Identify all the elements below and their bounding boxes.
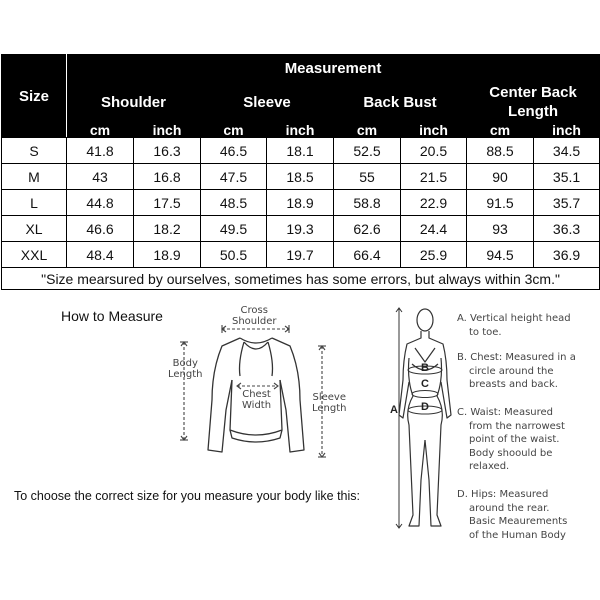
value-cell: 91.5 [467,190,534,216]
value-cell: 93 [467,216,534,242]
body-length-text-2: Length [168,369,203,380]
note-line: from the narrowest [469,420,565,432]
value-cell: 19.7 [267,242,334,268]
unit-header: inch [267,123,334,138]
body-length-label [168,358,203,380]
note-line: D. Hips: Measured [457,489,549,500]
size-cell: XXL [2,242,67,268]
size-header: Size [2,55,67,138]
note-chest [457,351,576,392]
value-cell: 62.6 [334,216,401,242]
table-row [2,190,600,216]
size-note: "Size mearsured by ourselves, sometimes has some errors, but always within 3cm." [2,268,600,290]
note-line: of the Human Body [469,529,566,541]
size-cell: XL [2,216,67,242]
value-cell: 43 [67,164,134,190]
value-cell: 44.8 [67,190,134,216]
figure-letter-c: C [421,378,429,390]
chest-width-text-2: Width [242,400,272,411]
value-cell: 58.8 [334,190,401,216]
value-cell: 46.5 [201,138,267,164]
back-bust-header: Back Bust [334,82,467,123]
note-line: B. Chest: Measured in a [457,352,576,363]
note-line: relaxed. [469,461,510,473]
unit-header: inch [401,123,467,138]
chest-width-label [242,389,271,411]
cross-shoulder-label [232,305,277,327]
value-cell: 18.9 [134,242,201,268]
unit-header: cm [201,123,267,138]
size-cell: L [2,190,67,216]
sleeve-length-text-1: Sleeve [312,392,346,403]
note-line: to toe. [469,326,502,338]
value-cell: 25.9 [401,242,467,268]
value-cell: 48.4 [67,242,134,268]
note-line: around the rear. [469,502,550,514]
cross-shoulder-text-1: Cross [240,305,268,316]
table-row [2,216,600,242]
value-cell: 18.9 [267,190,334,216]
note-line: circle around the [469,365,554,377]
value-cell: 34.5 [534,138,600,164]
value-cell: 94.5 [467,242,534,268]
body-length-text-1: Body [172,358,198,369]
figure-letter-b: B [421,362,429,374]
value-cell: 47.5 [201,164,267,190]
value-cell: 21.5 [401,164,467,190]
unit-header: inch [534,123,600,138]
chest-width-text-1: Chest [242,389,271,400]
note-line: A. Vertical height head [457,313,571,324]
value-cell: 48.5 [201,190,267,216]
shoulder-header: Shoulder [67,82,201,123]
unit-header: cm [334,123,401,138]
value-cell: 90 [467,164,534,190]
value-cell: 50.5 [201,242,267,268]
value-cell: 35.7 [534,190,600,216]
table-row [2,242,600,268]
value-cell: 46.6 [67,216,134,242]
size-chart-table [1,54,600,290]
note-hips [457,488,567,542]
value-cell: 18.5 [267,164,334,190]
sleeve-header: Sleeve [201,82,334,123]
value-cell: 20.5 [401,138,467,164]
value-cell: 49.5 [201,216,267,242]
figure-letter-d: D [421,401,429,413]
value-cell: 36.3 [534,216,600,242]
value-cell: 18.2 [134,216,201,242]
value-cell: 52.5 [334,138,401,164]
size-cell: S [2,138,67,164]
note-line: C. Waist: Measured [457,407,554,418]
value-cell: 88.5 [467,138,534,164]
note-line: breasts and back. [469,379,558,391]
sleeve-length-label [312,392,347,414]
value-cell: 17.5 [134,190,201,216]
value-cell: 24.4 [401,216,467,242]
note-line: Basic Meaurements [469,516,568,528]
center-back-length-header: Center Back Length [467,82,600,123]
value-cell: 16.8 [134,164,201,190]
value-cell: 18.1 [267,138,334,164]
value-cell: 19.3 [267,216,334,242]
how-to-measure-title: How to Measure [61,308,163,324]
value-cell: 55 [334,164,401,190]
table-row [2,164,600,190]
note-height [457,312,571,339]
size-cell: M [2,164,67,190]
value-cell: 66.4 [334,242,401,268]
value-cell: 35.1 [534,164,600,190]
figure-letter-a: A [390,404,398,416]
value-cell: 41.8 [67,138,134,164]
cross-shoulder-text-2: Shoulder [232,316,277,327]
unit-header: cm [67,123,134,138]
note-line: point of the waist. [469,434,560,446]
note-waist [457,406,565,474]
measurement-header: Measurement [67,55,600,82]
unit-header: inch [134,123,201,138]
value-cell: 36.9 [534,242,600,268]
table-row [2,138,600,164]
value-cell: 22.9 [401,190,467,216]
note-line: Body shoould be [469,447,553,459]
body-figure-diagram [385,300,457,540]
choose-size-instruction: To choose the correct size for you measure your body like this: [14,489,360,503]
value-cell: 16.3 [134,138,201,164]
unit-header: cm [467,123,534,138]
sleeve-length-text-2: Length [312,403,347,414]
